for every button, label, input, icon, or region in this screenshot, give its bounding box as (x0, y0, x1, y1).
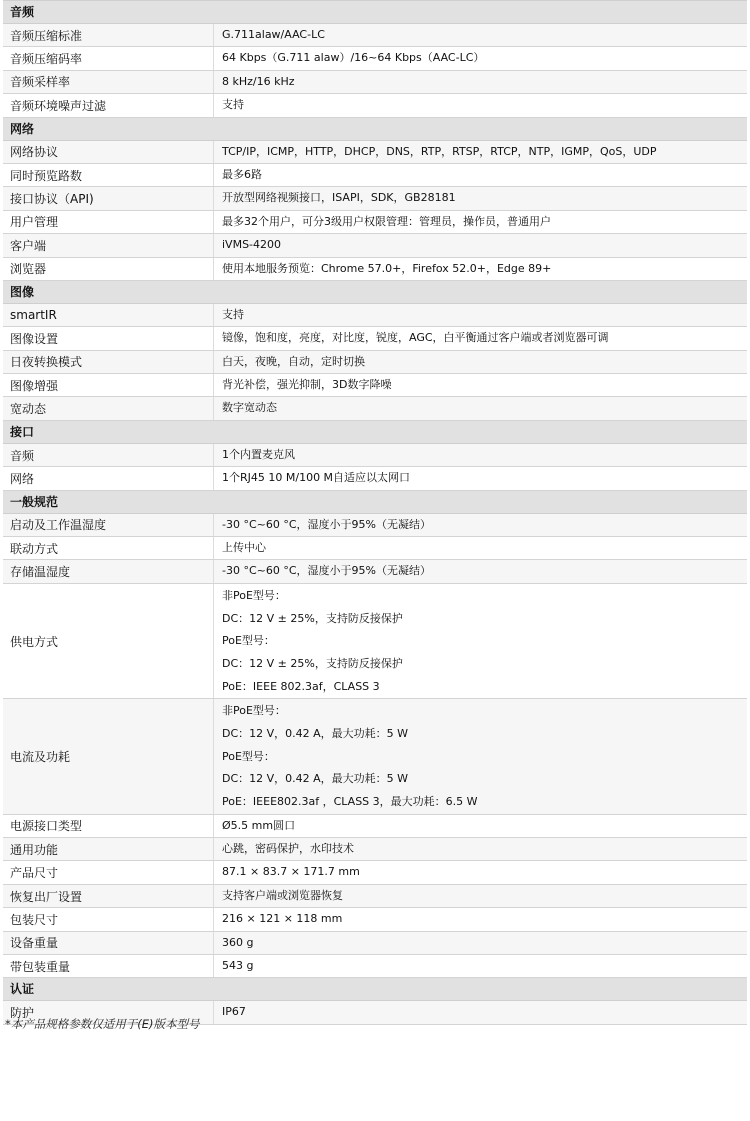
value-line: DC：12 V ± 25%，支持防反接保护 (222, 656, 403, 670)
row-label: 音频环境噪声过滤 (10, 98, 107, 113)
row-value: 心跳，密码保护，水印技术 (213, 838, 747, 860)
section-header: 音频 (3, 1, 747, 24)
row-label: 浏览器 (10, 262, 47, 277)
table-row (3, 699, 747, 814)
row-value: 216 × 121 × 118 mm (213, 908, 747, 930)
table-row (3, 187, 747, 210)
value-line: 非PoE型号： (222, 704, 286, 718)
row-label: 日夜转换模式 (10, 355, 83, 370)
table-row (3, 861, 747, 884)
table-row (3, 351, 747, 374)
row-value: Ø5.5 mm圆口 (213, 815, 747, 837)
spec-table (3, 0, 747, 1025)
row-label: 存储温湿度 (10, 565, 71, 580)
table-row (3, 374, 747, 397)
section-header: 网络 (3, 118, 747, 141)
row-value: 支持 (213, 94, 747, 116)
row-value: 使用本地服务预览：Chrome 57.0+，Firefox 52.0+，Edge 89+ (213, 258, 747, 280)
row-value: 镜像，饱和度，亮度，对比度，锐度，AGC，白平衡通过客户端或者浏览器可调 (213, 327, 747, 349)
section-header: 图像 (3, 281, 747, 304)
section-header: 一般规范 (3, 491, 747, 514)
table-row (3, 537, 747, 560)
row-label: 宽动态 (10, 402, 47, 417)
row-label: 电流及功耗 (10, 749, 71, 764)
row-value: 64 Kbps（G.711 alaw）/16~64 Kbps（AAC-LC） (213, 47, 747, 69)
row-value (213, 699, 747, 813)
row-value: IP67 (213, 1001, 747, 1023)
row-label: 设备重量 (10, 936, 59, 951)
row-value (213, 584, 747, 698)
row-label: 联动方式 (10, 541, 59, 556)
row-label: 防护 (10, 1006, 35, 1021)
row-label: 接口协议（API) (10, 192, 94, 207)
table-row (3, 211, 747, 234)
table-row (3, 304, 747, 327)
table-row (3, 164, 747, 187)
row-label: 音频压缩码率 (10, 52, 83, 67)
table-row (3, 444, 747, 467)
row-value: 背光补偿，强光抑制，3D数字降噪 (213, 374, 747, 396)
row-label: 网络 (10, 471, 35, 486)
row-label: 图像增强 (10, 378, 59, 393)
row-label: 同时预览路数 (10, 168, 83, 183)
table-row (3, 94, 747, 117)
value-line: DC：12 V，0.42 A，最大功耗：5 W (222, 772, 409, 786)
row-value: 1个内置麦克风 (213, 444, 747, 466)
row-value: iVMS-4200 (213, 234, 747, 256)
row-label: 恢复出厂设置 (10, 889, 83, 904)
row-value: -30 °C~60 °C，湿度小于95%（无凝结） (213, 514, 747, 536)
row-label: smartIR (10, 308, 57, 323)
value-line: PoE：IEEE802.3af ，CLASS 3，最大功耗：6.5 W (222, 795, 478, 808)
row-label: 包装尺寸 (10, 912, 59, 927)
table-row (3, 838, 747, 861)
row-label: 电源接口类型 (10, 819, 83, 834)
row-value: 支持 (213, 304, 747, 326)
value-line: PoE：IEEE 802.3af，CLASS 3 (222, 679, 380, 693)
row-value: 360 g (213, 932, 747, 954)
row-label: 音频压缩标准 (10, 28, 83, 43)
table-row (3, 560, 747, 583)
row-value: 上传中心 (213, 537, 747, 559)
section-header: 接口 (3, 421, 747, 444)
table-row (3, 885, 747, 908)
table-row (3, 71, 747, 94)
row-value: 支持客户端或浏览器恢复 (213, 885, 747, 907)
row-value: -30 °C~60 °C，湿度小于95%（无凝结） (213, 560, 747, 582)
row-value: 最多6路 (213, 164, 747, 186)
table-row (3, 584, 747, 699)
row-label: 客户端 (10, 238, 47, 253)
value-line: PoE型号： (222, 749, 275, 763)
table-row (3, 514, 747, 537)
row-value: TCP/IP，ICMP，HTTP，DHCP，DNS，RTP，RTSP，RTCP，NTP，IGMP，QoS，UDP (213, 141, 747, 163)
row-label: 带包装重量 (10, 959, 71, 974)
value-line: DC：12 V ± 25%，支持防反接保护 (222, 611, 403, 625)
table-row (3, 234, 747, 257)
value-line: 非PoE型号： (222, 588, 286, 602)
row-label: 网络协议 (10, 145, 59, 160)
table-row (3, 24, 747, 47)
footnote: *本产品规格参数仅适用于(E)版本型号 (5, 1017, 200, 1031)
row-label: 音频 (10, 448, 35, 463)
table-row (3, 467, 747, 490)
row-label: 启动及工作温湿度 (10, 518, 107, 533)
row-label: 供电方式 (10, 634, 59, 649)
value-line: DC：12 V，0.42 A，最大功耗：5 W (222, 726, 409, 740)
row-label: 通用功能 (10, 842, 59, 857)
table-row (3, 932, 747, 955)
table-row (3, 955, 747, 978)
row-value: 87.1 × 83.7 × 171.7 mm (213, 861, 747, 883)
table-row (3, 908, 747, 931)
section-header: 认证 (3, 978, 747, 1001)
table-row (3, 141, 747, 164)
row-label: 图像设置 (10, 331, 59, 346)
table-row (3, 815, 747, 838)
row-value: 白天，夜晚，自动，定时切换 (213, 351, 747, 373)
row-value: 最多32个用户，可分3级用户权限管理：管理员，操作员，普通用户 (213, 211, 747, 233)
row-value: 开放型网络视频接口，ISAPI，SDK，GB28181 (213, 187, 747, 209)
row-value: 543 g (213, 955, 747, 977)
row-label: 产品尺寸 (10, 866, 59, 881)
row-value: 1个RJ45 10 M/100 M自适应以太网口 (213, 467, 747, 489)
table-row (3, 47, 747, 70)
row-value: 8 kHz/16 kHz (213, 71, 747, 93)
table-row (3, 327, 747, 350)
row-label: 音频采样率 (10, 75, 71, 90)
table-row (3, 258, 747, 281)
row-label: 用户管理 (10, 215, 59, 230)
row-value: 数字宽动态 (213, 397, 747, 419)
table-row (3, 397, 747, 420)
value-line: PoE型号： (222, 634, 275, 648)
row-value: G.711alaw/AAC-LC (213, 24, 747, 46)
